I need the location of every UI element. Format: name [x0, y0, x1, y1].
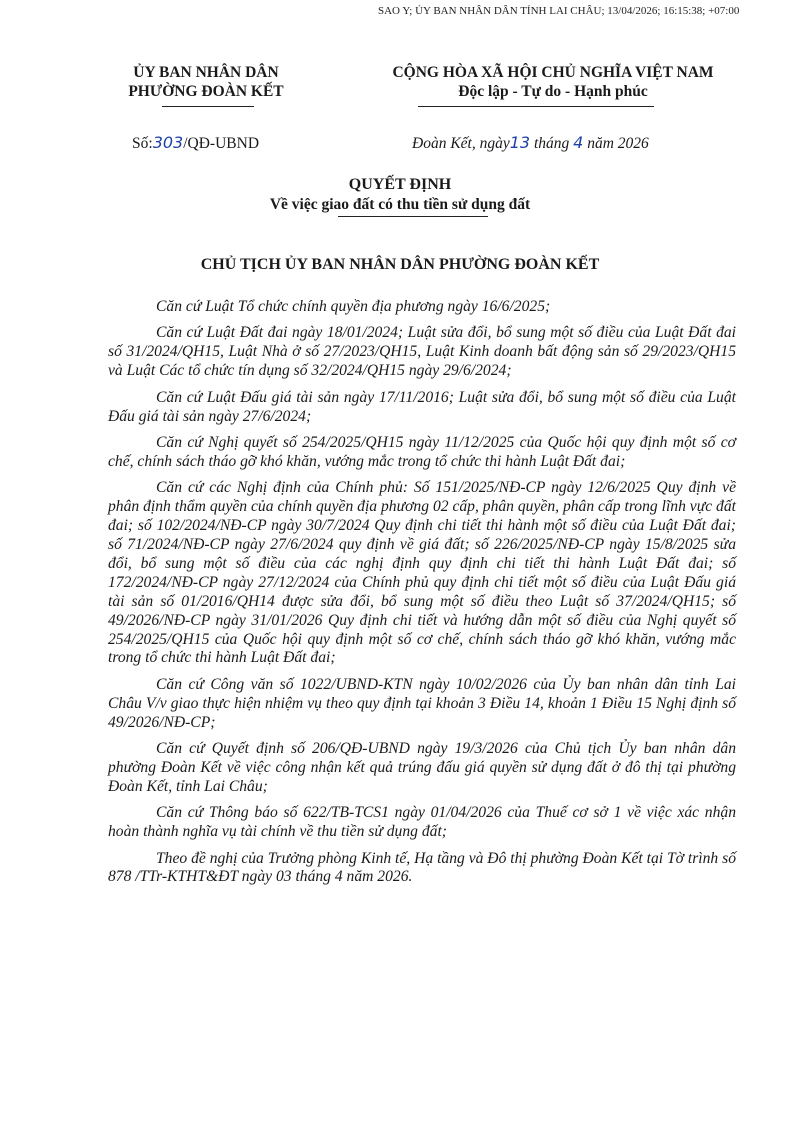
- issuing-authority-line1: ỦY BAN NHÂN DÂN: [133, 64, 279, 81]
- date-month-handwritten: 4: [573, 133, 584, 152]
- date-year: năm 2026: [587, 135, 649, 152]
- doc-number-suffix: /QĐ-UBND: [183, 135, 260, 152]
- date-day-handwritten: 13: [509, 133, 531, 152]
- subtitle-underline: [338, 216, 488, 217]
- national-title: CỘNG HÒA XÃ HỘI CHỦ NGHĨA VIỆT NAM: [392, 64, 714, 81]
- legal-basis-paragraph: Căn cứ Công văn số 1022/UBND-KTN ngày 10/02/2026 của Ủy ban nhân dân tỉnh Lai Châu V/v giao thực hiện nhiệm vụ theo quy định tại khoản 3 Điều 14, khoản 1 Điều 15 Nghị định số 49/2026/NĐ-CP;: [108, 675, 736, 731]
- digital-copy-stamp: SAO Y; ỦY BAN NHÂN DÂN TỈNH LAI CHÂU; 13/04/2026; 16:15:38; +07:00: [378, 5, 740, 17]
- doc-number-handwritten: 303: [152, 133, 184, 152]
- decision-authority: CHỦ TỊCH ỦY BAN NHÂN DÂN PHƯỜNG ĐOÀN KẾT: [200, 256, 600, 273]
- national-header: [346, 63, 760, 101]
- legal-basis-paragraph: Căn cứ Nghị quyết số 254/2025/QH15 ngày 11/12/2025 của Quốc hội quy định một số cơ chế, chính sách tháo gỡ khó khăn, vướng mắc trong tổ chức thi hành Luật Đất đai;: [108, 433, 736, 470]
- document-title: QUYẾT ĐỊNH: [348, 176, 452, 193]
- legal-basis-paragraph: Căn cứ Luật Đất đai ngày 18/01/2024; Luật sửa đổi, bổ sung một số điều của Luật Đất đai số 31/2024/QH15, Luật Nhà ở số 27/2023/QH15, Luật Kinh doanh bất động sản số 29/2023/QH15 và Luật Các tổ chức tín dụng số 32/2024/QH15 ngày 29/6/2024;: [108, 324, 736, 380]
- legal-basis-paragraph: Căn cứ các Nghị định của Chính phủ: Số 151/2025/NĐ-CP ngày 12/6/2025 Quy định về phân định thẩm quyền của chính quyền địa phương 02 cấp, phân quyền, phân cấp trong lĩnh vực đất đai; số 102/2024/NĐ-CP ngày 30/7/2024 Quy định chi tiết thi hành một số điều của Luật Đất đai; số 71/2024/NĐ-CP ngày 27/6/2024 quy định về giá đất; số 226/2025/NĐ-CP ngày 15/8/2025 sửa đổi, bổ sung một số điều của các nghị định quy định chi tiết thi hành Luật Đất đai; số 172/2024/NĐ-CP ngày 27/12/2024 của Chính phủ quy định chi tiết một số điều của Luật Đấu giá tài sản số 01/2016/QH14 được sửa đổi, bổ sung một số điều theo Luật số 37/2024/QH15; số 49/2026/NĐ-CP ngày 31/01/2026 Quy định chi tiết và hướng dẫn một số điều của Nghị quyết số 254/2025/QH15 của Quốc hội quy định một số cơ chế, chính sách tháo gỡ khó khăn, vướng mắc trong tổ chức thi hành Luật Đất đai;: [108, 479, 736, 667]
- legal-basis-paragraph: Căn cứ Thông báo số 622/TB-TCS1 ngày 01/04/2026 của Thuế cơ sở 1 về việc xác nhận hoàn thành nghĩa vụ tài chính về thu tiền sử dụng đất;: [108, 804, 736, 841]
- date-prefix: Đoàn Kết, ngày: [412, 135, 510, 152]
- doc-number-prefix: Số:: [132, 135, 153, 152]
- issuing-authority-line2: PHƯỜNG ĐOÀN KẾT: [128, 83, 284, 100]
- date-month-label: tháng: [533, 135, 570, 152]
- legal-basis-paragraph: Căn cứ Luật Đấu giá tài sản ngày 17/11/2016; Luật sửa đổi, bổ sung một số điều của Luật Đấu giá tài sản ngày 27/6/2024;: [108, 388, 736, 425]
- document-date: [412, 133, 649, 153]
- document-number: [132, 133, 259, 153]
- legal-basis-paragraph: Theo đề nghị của Trưởng phòng Kinh tế, Hạ tầng và Đô thị phường Đoàn Kết tại Tờ trình số 878 /TTr-KTHT&ĐT ngày 03 tháng 4 năm 2026.: [108, 849, 736, 886]
- national-motto: Độc lập - Tự do - Hạnh phúc: [458, 83, 648, 100]
- document-subtitle: Về việc giao đất có thu tiền sử dụng đất: [269, 196, 531, 213]
- authority-underline: [162, 106, 254, 107]
- issuing-authority: [96, 63, 316, 101]
- legal-basis: [108, 298, 736, 895]
- motto-underline: [418, 106, 654, 107]
- legal-basis-paragraph: Căn cứ Luật Tổ chức chính quyền địa phương ngày 16/6/2025;: [156, 298, 551, 315]
- legal-basis-paragraph: Căn cứ Quyết định số 206/QĐ-UBND ngày 19/3/2026 của Chủ tịch Ủy ban nhân dân phường Đoàn Kết về việc công nhận kết quả trúng đấu giá quyền sử dụng đất ở đô thị tại phường Đoàn Kết, tỉnh Lai Châu;: [108, 740, 736, 795]
